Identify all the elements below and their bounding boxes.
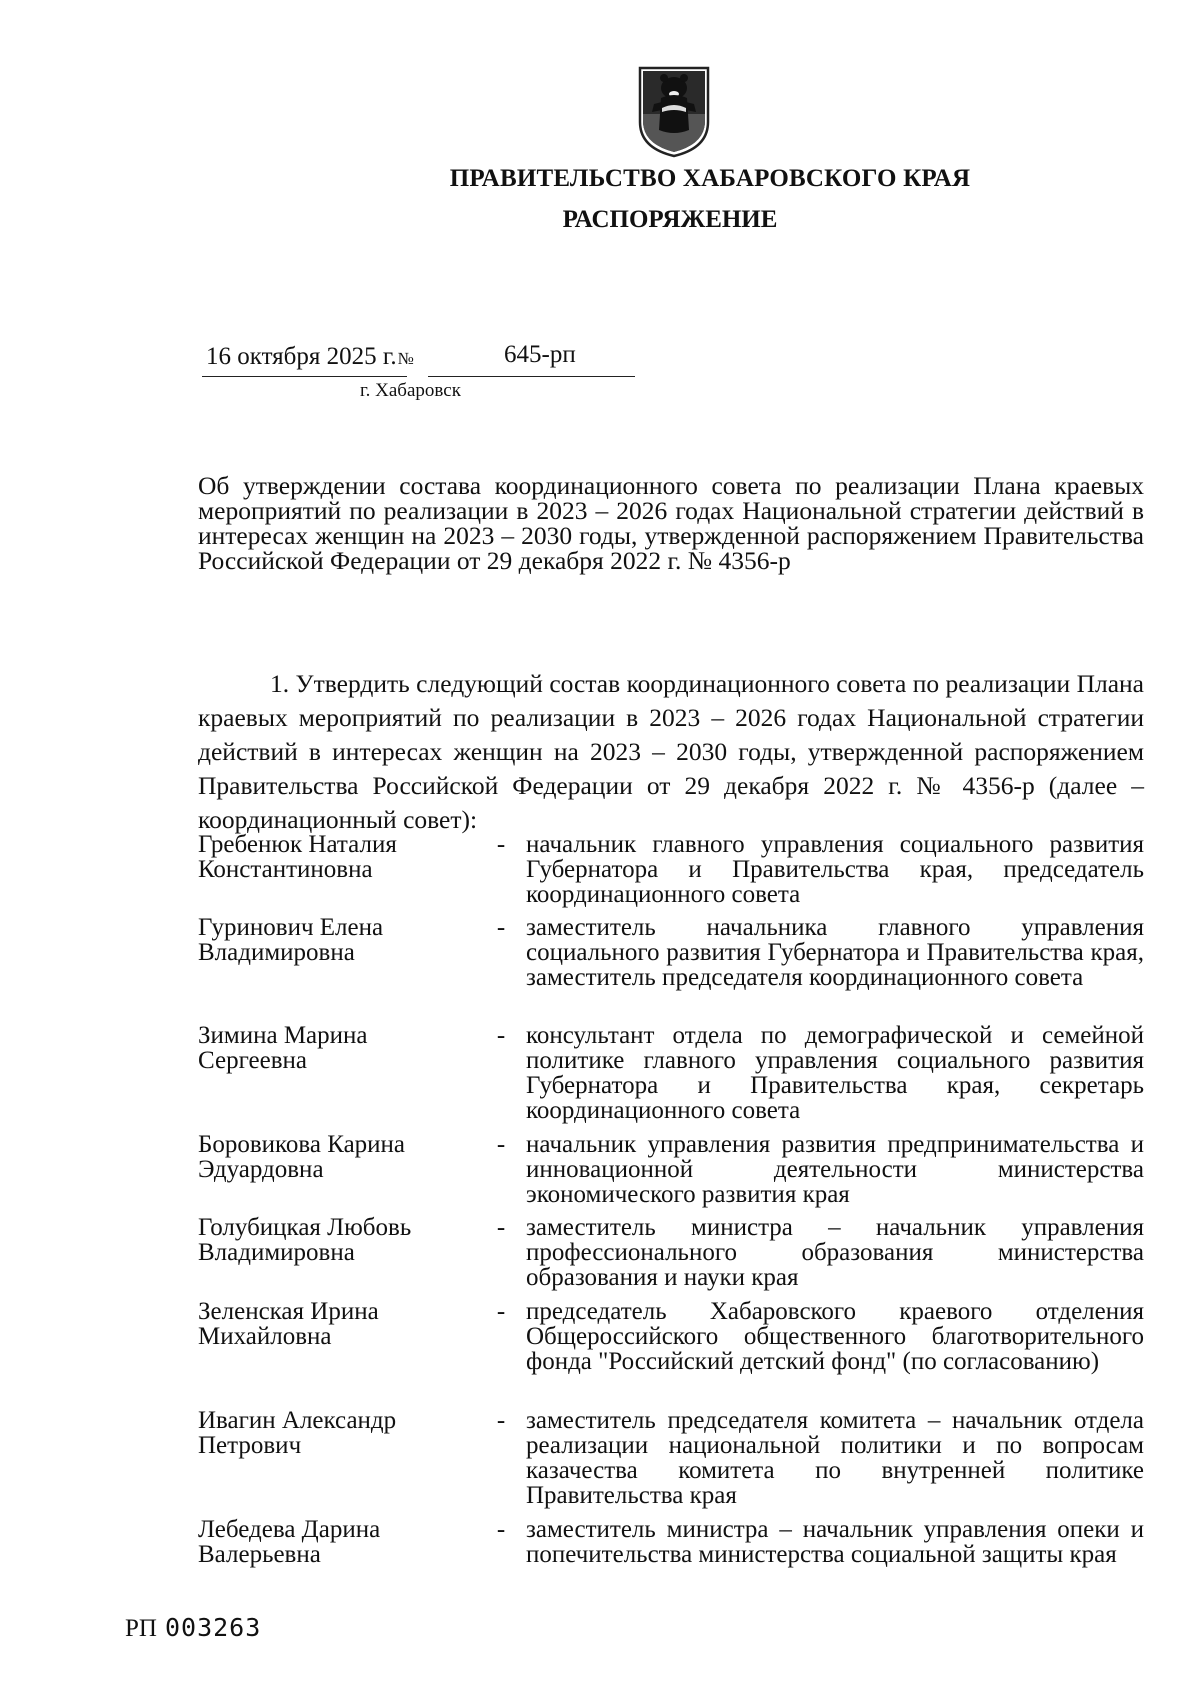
member-row bbox=[198, 1517, 1144, 1601]
member-name: Боровикова Карина Эдуардовна bbox=[198, 1131, 406, 1183]
member-row bbox=[198, 1408, 1144, 1517]
member-dash: - bbox=[496, 1131, 506, 1158]
member-dash: - bbox=[496, 1298, 506, 1325]
member-name: Зеленская Ирина Михайловна bbox=[198, 1298, 379, 1350]
member-dash: - bbox=[496, 1407, 506, 1434]
member-role: заместитель министра – начальник управления опеки и попечительства министерства социальной защиты края bbox=[526, 1516, 1144, 1568]
member-name: Ивагин Александр Петрович bbox=[198, 1407, 397, 1459]
document-date: 16 октября 2025 г. bbox=[206, 343, 397, 370]
form-serial-number bbox=[125, 1613, 261, 1643]
document-type: РАСПОРЯЖЕНИЕ bbox=[562, 206, 778, 233]
member-role: начальник управления развития предпринимательства и инновационной деятельности министерства экономического развития края bbox=[526, 1131, 1144, 1208]
member-dash: - bbox=[496, 1214, 506, 1241]
member-name: Гуринович Елена Владимировна bbox=[198, 914, 384, 966]
document-title: Об утверждении состава координационного совета по реализации Плана краевых мероприятий по реализации в 2023 – 2026 годах Национальной стратегии действий в интересах женщин на 2023 – 2030 годы, утвержденной распоряжением Правительства Российской Федерации от 29 декабря 2022 г. № 4356-р bbox=[198, 471, 1144, 575]
member-dash: - bbox=[496, 1516, 506, 1543]
organization-name: ПРАВИТЕЛЬСТВО ХАБАРОВСКОГО КРАЯ bbox=[449, 165, 971, 192]
number-sign: № bbox=[397, 349, 414, 368]
date-line bbox=[206, 343, 414, 371]
member-role: начальник главного управления социального развития Губернатора и Правительства края, председатель координационного совета bbox=[526, 831, 1144, 908]
members-list bbox=[198, 832, 1144, 1601]
city: г. Хабаровск bbox=[360, 380, 461, 401]
member-row bbox=[198, 1132, 1144, 1215]
member-name: Лебедева Дарина Валерьевна bbox=[198, 1516, 381, 1568]
paragraph-1: 1. Утвердить следующий состав координационного совета по реализации Плана краевых мероприятий по реализации в 2023 – 2026 годах Национальной стратегии действий в интересах женщин на 2023 – 2030 годы, утвержденной распоряжением Правительства Российской Федерации от 29 декабря 2022 г. № 4356-р (далее – координационный совет): bbox=[198, 669, 1144, 834]
serial-prefix: РП bbox=[125, 1615, 157, 1642]
member-name: Голубицкая Любовь Владимировна bbox=[198, 1214, 412, 1266]
member-dash: - bbox=[496, 831, 506, 858]
member-role: председатель Хабаровского краевого отделения Общероссийского общественного благотворительного фонда "Российский детский фонд" (по согласованию) bbox=[526, 1298, 1144, 1375]
member-row bbox=[198, 1215, 1144, 1299]
member-name: Гребенюк Наталия Константиновна bbox=[198, 831, 397, 883]
serial-number: 003263 bbox=[164, 1613, 262, 1642]
member-dash: - bbox=[496, 1022, 506, 1049]
member-dash: - bbox=[496, 914, 506, 941]
member-row bbox=[198, 1023, 1144, 1132]
coat-of-arms-icon bbox=[634, 64, 714, 158]
member-row bbox=[198, 915, 1144, 1023]
member-row bbox=[198, 1299, 1144, 1408]
member-role: заместитель председателя комитета – начальник отдела реализации национальной политики и по вопросам казачества комитета по внутренней политике Правительства края bbox=[526, 1407, 1144, 1509]
member-role: заместитель начальника главного управления социального развития Губернатора и Правительства края, заместитель председателя координационного совета bbox=[526, 914, 1144, 991]
member-row bbox=[198, 832, 1144, 915]
member-name: Зимина Марина Сергеевна bbox=[198, 1022, 368, 1074]
date-underline bbox=[202, 376, 407, 377]
member-role: консультант отдела по демографической и семейной политике главного управления социального развития Губернатора и Правительства края, секретарь координационного совета bbox=[526, 1022, 1144, 1124]
document-number: 645-рп bbox=[504, 341, 576, 368]
number-underline bbox=[428, 376, 635, 377]
member-role: заместитель министра – начальник управления профессионального образования министерства образования и науки края bbox=[526, 1214, 1144, 1291]
